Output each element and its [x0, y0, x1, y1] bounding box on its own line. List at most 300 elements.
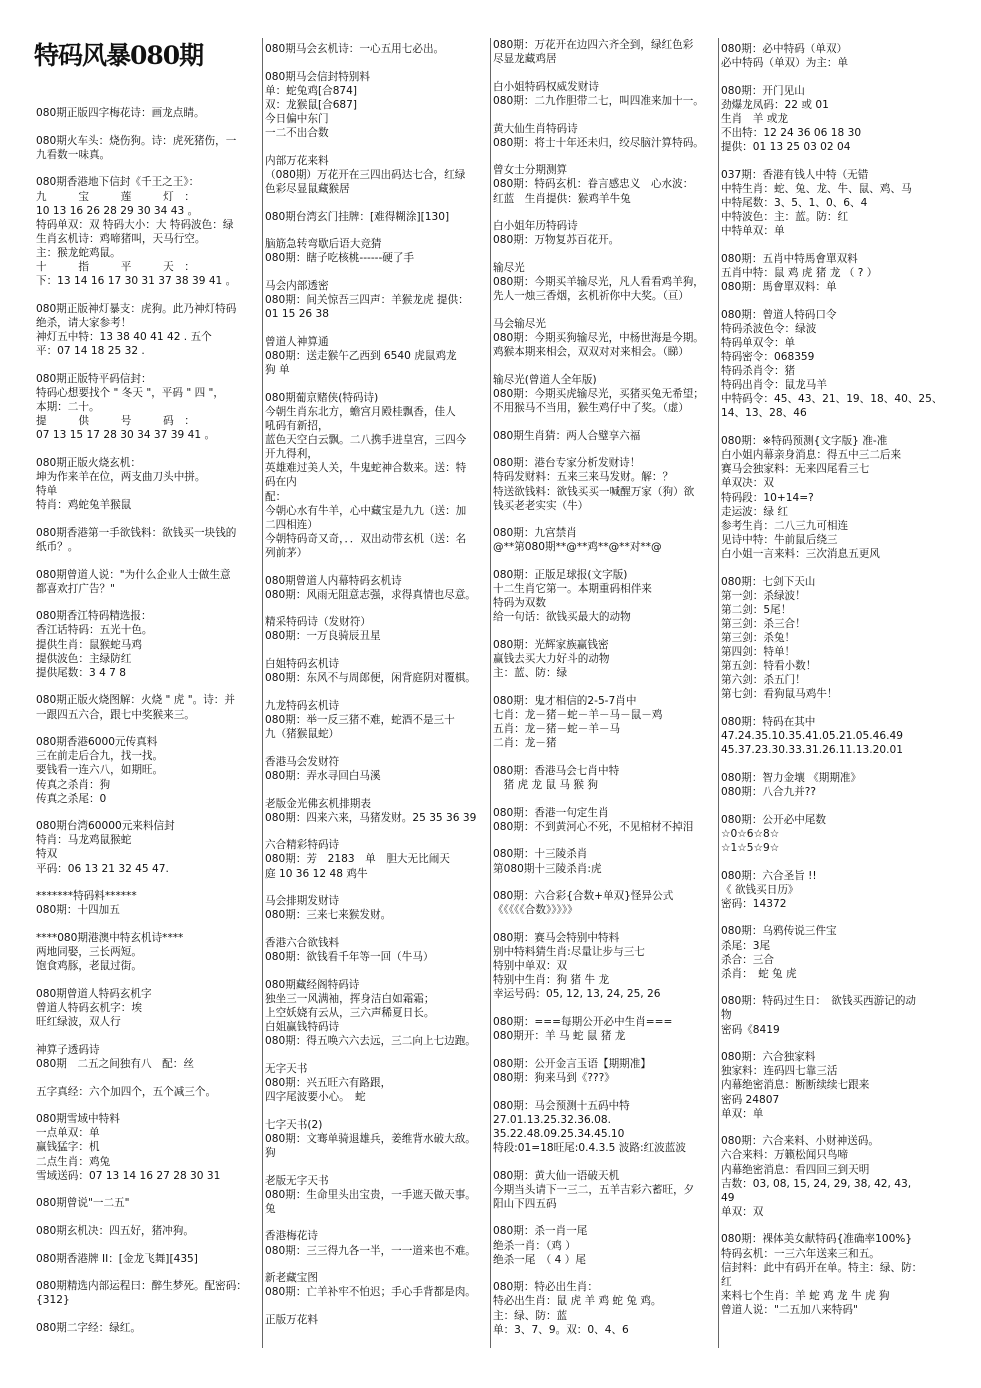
- text-line: 红: [721, 1275, 732, 1288]
- text-block: [721, 84, 943, 154]
- text-line: 080期：香港一句定生肖: [493, 806, 609, 819]
- text-block: [36, 1252, 258, 1266]
- text-block: [265, 699, 487, 741]
- text-line: 080期：东风不与周郎便，闲背庭阴对覆棋。: [265, 672, 476, 685]
- text-block: [493, 889, 715, 917]
- text-line: 特肖：鸡蛇兔羊猴鼠: [36, 499, 132, 512]
- text-block: [265, 894, 487, 922]
- text-line: 杀尾：3尾: [721, 939, 771, 952]
- text-line: 080期曾道人内幕特码玄机诗: [265, 574, 402, 587]
- text-line: 都喜欢打广告？": [36, 582, 116, 595]
- text-line: 080期：马会预测十五码中特: [493, 1099, 630, 1112]
- text-line: 080期：赛马会特别中特料: [493, 932, 620, 944]
- text-line: 曾女士分期测算: [493, 164, 568, 177]
- text-line: 080期曾道人说："为什么企业人士做生意: [36, 568, 231, 581]
- text-line: 白小姐年历特码诗: [493, 220, 578, 233]
- text-line: 10 13 16 26 28 29 30 34 43 。: [36, 204, 199, 217]
- column-3: [493, 0, 719, 1388]
- text-block: [493, 38, 715, 66]
- text-line: 三在前走后合九，找一找。: [36, 750, 164, 763]
- text-line: 080期：芳 2183 单 胆大无比闹天: [265, 853, 450, 866]
- text-block: [493, 261, 715, 303]
- text-line: 特码密令：068359: [721, 351, 815, 364]
- text-block: [265, 1062, 487, 1104]
- text-line: 雪域送码：07 13 14 16 27 28 30 31: [36, 1169, 221, 1182]
- text-line: 给一句话：欲钱买最大的动物: [493, 611, 631, 624]
- text-line: 独坐三一风满袖，挥身洁白如霜霜；: [265, 992, 435, 1005]
- text-block: [265, 1174, 487, 1216]
- text-line: 二点生肖：鸡兔: [36, 1155, 111, 1168]
- text-line: 下：13 14 16 17 30 31 37 38 39 41 。: [36, 275, 237, 288]
- text-line: 香港马会发财符: [265, 755, 340, 768]
- text-line: 特码杀肖令：猪: [721, 365, 796, 378]
- text-line: 一二不出合数: [265, 127, 329, 140]
- text-block: [36, 1112, 258, 1182]
- text-block: [265, 279, 487, 321]
- text-line: 主：猴龙蛇鸡鼠。: [36, 246, 121, 259]
- text-line: 27.01.13.25.32.36.08.: [493, 1113, 611, 1126]
- text-line: 080期：三来七来猴发财。: [265, 909, 392, 922]
- text-block: [36, 693, 258, 721]
- text-line: 今朝特码奇又奇，．．双出动带玄机（送：名: [265, 532, 467, 545]
- text-block: [36, 302, 258, 358]
- text-line: 生肖 羊 或龙: [721, 112, 788, 125]
- text-line: 080期：狗来马到《???》: [493, 1071, 615, 1084]
- text-line: 一点单双：单: [36, 1127, 100, 1140]
- text-block: [721, 813, 943, 855]
- text-line: 码在内: [265, 476, 297, 489]
- text-block: [265, 978, 487, 1048]
- text-line: 兔: [265, 1202, 276, 1215]
- text-line: 七肖：龙－猪－蛇－羊－马－鼠－鸡: [493, 709, 663, 721]
- text-line: 鸡猴本期来相会，双双对对来相会。（睇）: [493, 346, 689, 359]
- text-line: 劲爆龙凤码：22 或 01: [721, 98, 829, 111]
- text-line: 内幕绝密消息：看四回三到天明: [721, 1163, 870, 1176]
- text-block: [493, 1015, 715, 1043]
- text-line: 080期：八合九并??: [721, 785, 817, 798]
- text-line: 14、13、28、46: [721, 407, 807, 420]
- text-line: 传真之杀尾：0: [36, 792, 107, 805]
- text-block: [721, 168, 943, 238]
- text-block: [493, 317, 715, 359]
- text-block: [493, 1099, 715, 1155]
- text-block: [721, 771, 943, 799]
- text-block: [265, 154, 487, 196]
- text-line: 080期：万花开在边四六齐全到，绿红色彩: [493, 39, 694, 51]
- text-line: 中特尾数：3、5、1、0、6、4: [721, 197, 868, 210]
- text-block: [493, 1280, 715, 1336]
- text-line: {312}: [36, 1294, 70, 1307]
- text-line: 香港六合欲钱料: [265, 937, 340, 949]
- text-line: 饱食鸡豚，老鼠过街。: [36, 960, 142, 973]
- text-line: 080期：弄水寻回白马溪: [265, 769, 381, 782]
- text-line: 080期：兴五旺六有路跟，: [265, 1076, 392, 1089]
- text-line: 080期：十三陵杀肖: [493, 848, 588, 861]
- text-line: 旺红绿波，双人行: [36, 1016, 121, 1029]
- text-line: 080期台湾60000元来料信封: [36, 820, 175, 833]
- text-line: 080期 二五之间独有八 配：丝: [36, 1057, 194, 1070]
- text-block: [493, 163, 715, 205]
- text-line: 来料七个生肖：羊 蛇 鸡 龙 牛 虎 狗: [721, 1289, 890, 1302]
- text-line: 九 宝 莲 灯 ：: [36, 190, 195, 203]
- text-line: 二四相连）: [265, 518, 318, 531]
- text-line: 080期：正版足球报(文字版): [493, 569, 628, 582]
- text-line: 上空妖娆有云从，三六声稀夏日长。: [265, 1006, 435, 1019]
- text-line: 080期正版特平码信封：: [36, 372, 152, 385]
- text-line: 080期：鬼才相信的2-5-7肖中: [493, 694, 637, 707]
- text-line: 特码心想要找个 " 冬天 "，平码 " 四 "，: [36, 386, 225, 399]
- text-line: 五肖中特：鼠 鸡 虎 猪 龙 （ ? ）: [721, 267, 878, 279]
- text-block: [36, 526, 258, 554]
- text-line: 单双：单: [721, 1107, 764, 1120]
- text-line: 坤为作来羊在位，两支曲刀头中拼。: [36, 470, 206, 483]
- text-line: 第二剑：5尾！: [721, 603, 792, 616]
- text-line: 080期：※特码预测{文字版} 准-准: [721, 435, 888, 448]
- text-line: 今朝生肖东北方，蟾宫月殿桂飘香，佳人: [265, 405, 456, 418]
- text-block: [36, 889, 258, 917]
- text-line: 080期：必中特码（单双）: [721, 43, 848, 55]
- text-line: 两地同娶，三长两短。: [36, 946, 142, 959]
- text-line: 马会排期发财诗: [265, 895, 340, 908]
- text-line: 080期：裸体美女献特码{准确率100%}: [721, 1233, 913, 1246]
- text-line: 一跟四五六合，跟七中奖猴来三。: [36, 708, 195, 721]
- text-block: [721, 924, 943, 980]
- text-line: 080期：开门见山: [721, 84, 805, 97]
- text-block: [721, 1050, 943, 1120]
- text-line: 080期开：羊 马 蛇 鼠 猪 龙: [493, 1030, 626, 1043]
- text-line: 080期：特码过生日： 欲钱买西游记的动: [721, 995, 917, 1008]
- text-line: 01 15 26 38: [265, 308, 330, 321]
- text-line: 不出特：12 24 36 06 18 30: [721, 127, 862, 140]
- text-block: [265, 42, 487, 56]
- text-block: [493, 847, 715, 875]
- text-line: 狗 单: [265, 364, 290, 377]
- text-line: 吉数：03, 08, 15, 24, 29, 38, 42, 43,: [721, 1177, 912, 1190]
- text-block: [36, 175, 258, 288]
- text-block: [265, 657, 487, 685]
- text-block: [493, 219, 715, 247]
- text-line: 49: [721, 1191, 735, 1204]
- text-block: [493, 526, 715, 554]
- text-line: *******特码料******: [36, 890, 137, 903]
- text-line: 080期：亡羊补牢不怕迟；手心手背都是肉。: [265, 1286, 476, 1299]
- text-block: [265, 615, 487, 643]
- text-line: 九（猪猴鼠蛇）: [265, 728, 340, 741]
- text-block: [265, 574, 487, 602]
- text-line: 特码段：10+14=?: [721, 491, 814, 504]
- text-block: [721, 1232, 943, 1317]
- text-line: 080期正版神灯暴支：虎狗。此乃神灯特码: [36, 302, 237, 315]
- text-block: [265, 237, 487, 265]
- text-line: 幸运号码：05, 12, 13, 24, 25, 26: [493, 988, 661, 1001]
- text-line: 脑筋急转弯歇后语大竞猜: [265, 238, 382, 251]
- text-block: [265, 755, 487, 783]
- text-line: 特码单双令：单: [721, 336, 796, 349]
- text-line: 马会输尽光: [493, 317, 546, 330]
- text-line: 080期：黄大仙一语破天机: [493, 1169, 620, 1182]
- text-block: [493, 638, 715, 680]
- text-line: 第五剑：特看小数！: [721, 660, 817, 673]
- text-line: 080期：六合来料、小财神送码。: [721, 1135, 879, 1148]
- text-line: 二肖：龙－猪: [493, 737, 557, 750]
- text-line: 单双决：双: [721, 477, 774, 490]
- text-line: 080期：今期买狗输尽光，中杨世海是今期。: [493, 331, 704, 344]
- text-line: 独家料：连码四七靠三活: [721, 1065, 838, 1078]
- text-line: 单双：双: [721, 1205, 764, 1218]
- text-line: 080期：港台专家分析发财诗！: [493, 457, 641, 470]
- text-line: 第七剑：看狗鼠马鸡牛！: [721, 688, 838, 701]
- text-line: 中特波色：主：蓝。防：红: [721, 211, 849, 224]
- text-line: 密码 24807: [721, 1093, 780, 1106]
- text-line: 老版无字天书: [265, 1174, 329, 1187]
- text-block: [36, 1224, 258, 1238]
- text-line: 赢钱猛字：机: [36, 1141, 100, 1154]
- text-line: 特别中生肖：狗 猪 牛 龙: [493, 974, 610, 987]
- text-line: 080期台湾玄门挂牌：[难得糊涂][130]: [265, 210, 450, 223]
- text-block: [265, 335, 487, 377]
- text-block: [36, 987, 258, 1029]
- text-block: [265, 1313, 487, 1327]
- text-block: [721, 434, 943, 561]
- text-line: 080期：将士十年还未归，绞尽脑汁算特码。: [493, 136, 704, 149]
- text-line: 080期：公开金言玉语【期期准】: [493, 1057, 651, 1070]
- text-line: 第一剑：杀绿波！: [721, 589, 806, 602]
- text-line: ☆0☆6☆8☆: [721, 827, 780, 840]
- text-line: 特送欲钱料：欲钱买买一喊醒万家（狗）欲: [493, 485, 695, 498]
- text-line: @**第080期**@**鸡**@**对**@: [493, 541, 662, 554]
- text-line: 080期：五肖中特馬會單双料: [721, 252, 858, 265]
- text-line: 中特生肖：蛇、兔、龙、牛、鼠、鸡、马: [721, 182, 912, 195]
- text-line: 本期：二十。: [36, 400, 100, 413]
- text-line: 杀肖： 蛇 兔 虎: [721, 967, 797, 980]
- text-line: 参考生肖：二八三九可相连: [721, 519, 849, 532]
- text-line: 精采特码诗（发财符）: [265, 616, 371, 629]
- text-line: 第四剑：特单！: [721, 646, 796, 659]
- text-line: 080期：一万良骑辰丑星: [265, 630, 381, 643]
- text-line: 提供生肖：鼠猴蛇马鸡: [36, 638, 142, 651]
- text-line: 080期曾说"一二五": [36, 1197, 130, 1210]
- text-line: 080期：乌鸦传说三件宝: [721, 925, 837, 938]
- text-block: [36, 819, 258, 875]
- text-line: 080期：万物复苏百花开。: [493, 234, 620, 247]
- text-line: 080期：得五唤六六去远，三二向上七边跑。: [265, 1035, 476, 1048]
- text-block: [265, 1229, 487, 1257]
- text-line: 物: [721, 1009, 732, 1022]
- text-line: 080期曾道人特码玄机字: [36, 987, 152, 1000]
- text-line: 见诗中特：牛前鼠后绕三: [721, 533, 838, 546]
- text-line: 蓝色天空白云飘。二八携手进皇宫，三四今: [265, 434, 467, 447]
- text-line: 曾道人神算通: [265, 335, 329, 348]
- text-line: 九龙特码玄机诗: [265, 699, 340, 712]
- text-line: 要钱看一连六八，如期旺。: [36, 764, 164, 777]
- text-line: 今期当头请下一三二，五羊吉彩六蓄旺，夕: [493, 1183, 695, 1196]
- text-block: [721, 869, 943, 911]
- text-block: [493, 373, 715, 415]
- text-block: [721, 308, 943, 421]
- text-line: 特必出生肖：鼠 虎 羊 鸡 蛇 兔 鸡。: [493, 1295, 662, 1308]
- text-line: 密码《8419: [721, 1023, 780, 1036]
- text-line: 别中特料猜生肖:尽量让步与三七: [493, 946, 645, 959]
- text-line: 080期正版四字梅花诗：画龙点睛。: [36, 107, 205, 119]
- text-line: 无字天书: [265, 1062, 308, 1075]
- text-block: [493, 1224, 715, 1266]
- text-block: [493, 80, 715, 108]
- text-line: 080期：特必出生肖：: [493, 1281, 598, 1294]
- text-line: 输尽光: [493, 262, 525, 274]
- text-block: [721, 575, 943, 702]
- text-line: 07 13 15 17 28 30 34 37 39 41 。: [36, 429, 216, 442]
- text-line: 提供波色：主绿防红: [36, 652, 132, 665]
- text-line: 35.22.48.09.25.34.45.10: [493, 1127, 625, 1140]
- text-line: 白姐特码玄机诗: [265, 658, 340, 671]
- text-line: 赛马会独家料：无来四尾看三七: [721, 463, 870, 476]
- text-line: 赢钱去买大力好斗的动物: [493, 653, 610, 666]
- text-line: 080期正版火烧玄机：: [36, 456, 141, 469]
- text-line: 特肖：马龙鸡鼠猴蛇: [36, 834, 132, 847]
- text-line: 080期：特码玄机：眷言感忠义 心水波：: [493, 178, 694, 191]
- text-line: 香港梅花诗: [265, 1230, 318, 1243]
- text-line: 080期：智力金壤 《期期准》: [721, 771, 862, 784]
- text-line: 必中特码（单双）为主：单: [721, 57, 849, 70]
- text-line: 双：龙猴鼠[合687]: [265, 98, 358, 111]
- text-line: 特别中单双：双: [493, 960, 568, 973]
- text-line: 狗: [265, 1146, 276, 1159]
- text-line: 47.24.35.10.35.41.05.21.05.46.49: [721, 730, 903, 743]
- text-line: 《《《《《合数》》》》》: [493, 904, 578, 917]
- text-line: 第三剑：杀三合！: [721, 617, 806, 630]
- text-line: 中特单双：单: [721, 225, 785, 238]
- text-line: 主：蓝、防：绿: [493, 667, 568, 680]
- text-block: [36, 1279, 258, 1307]
- text-line: 猪 虎 龙 鼠 马 猴 狗: [493, 778, 598, 791]
- text-block: [36, 1085, 258, 1099]
- text-block: [36, 106, 258, 120]
- text-line: 列前茅）: [265, 546, 308, 559]
- text-line: 内部万花来料: [265, 154, 329, 167]
- page-title: 特码风暴080期: [34, 41, 204, 70]
- text-block: [493, 456, 715, 512]
- text-line: 080期：馬會單双料：单: [721, 281, 837, 294]
- text-line: 输尽光(曾道人全年版): [493, 373, 597, 386]
- text-line: 绝杀，请大家参考！: [36, 316, 132, 329]
- text-line: 080期：九宫禁肖: [493, 527, 577, 540]
- text-line: 提供尾数：3 4 7 8: [36, 666, 127, 679]
- text-line: 七字天书(2): [265, 1118, 323, 1131]
- text-block: [265, 391, 487, 560]
- text-line: 080期马会信封特别料: [265, 70, 370, 83]
- text-block: [36, 931, 258, 973]
- text-line: 080期：间关惊吾三四声：羊猴龙虎 提供：: [265, 294, 469, 307]
- text-line: 六合精彩特码诗: [265, 839, 340, 852]
- text-block: [721, 42, 943, 70]
- text-line: 080期：瞎子吃核桃------硬了手: [265, 252, 415, 265]
- text-line: 钱买老老实实（牛）: [493, 499, 589, 512]
- text-line: 正版万花料: [265, 1314, 318, 1327]
- text-line: 尽显龙藏鸡居: [493, 53, 557, 66]
- text-block: [265, 936, 487, 964]
- text-block: [493, 122, 715, 150]
- text-line: 080期：风雨无阻意志强，求得真情也尽意。: [265, 588, 476, 601]
- text-line: 红蓝 生肖提供：猴鸡羊牛兔: [493, 192, 631, 205]
- text-line: 080期：二九作胆带二七，叫四准来加十一。: [493, 94, 704, 107]
- text-line: 神灯五中特：13 38 40 41 42 . 五个: [36, 331, 212, 343]
- text-line: 单：蛇兔鸡[合874]: [265, 84, 358, 97]
- text-line: 内幕绝密消息：断断续续七跟来: [721, 1079, 870, 1092]
- text-block: [265, 210, 487, 224]
- text-line: 080期玄机决：四五好，猪冲狗。: [36, 1225, 194, 1237]
- text-line: 生肖玄机诗：鸡啼猪叫，天马行空。: [36, 232, 206, 245]
- text-line: 五字真经：六个加四个，五个减三个。: [36, 1085, 217, 1098]
- text-line: 特码单双：双 特码大小：大 特码波色：绿: [36, 218, 234, 231]
- text-block: [493, 806, 715, 834]
- text-line: 080期二字经：绿红。: [36, 1322, 141, 1335]
- text-line: 080期香港牌 II：[金龙飞舞][435]: [36, 1252, 198, 1265]
- text-block: [36, 568, 258, 596]
- text-line: 080期：今期买虎输尽光，买猪买兔无希望；: [493, 387, 704, 400]
- text-line: 配：: [265, 490, 287, 503]
- text-line: 庭 10 36 12 48 鸡牛: [265, 867, 368, 880]
- text-line: 080期：曾道人特码口令: [721, 308, 837, 321]
- text-line: 45.37.23.30.33.31.26.11.13.20.01: [721, 744, 903, 757]
- text-line: 特单: [36, 485, 58, 498]
- text-line: 十 指 平 天 ：: [36, 261, 195, 274]
- text-block: [36, 372, 258, 442]
- text-line: 080期：十四加五: [36, 904, 120, 917]
- text-line: 绝杀一尾 （ 4 ）尾: [493, 1253, 586, 1266]
- text-line: 080期精选内部运程曰：醉生梦死。配密码：: [36, 1280, 247, 1293]
- column-1: [36, 0, 262, 1388]
- text-line: 080期：杀一肖一尾: [493, 1225, 588, 1238]
- text-line: 新老藏宝图: [265, 1272, 318, 1285]
- column-4: [721, 0, 947, 1388]
- text-line: 纸币？。: [36, 540, 79, 553]
- text-line: 080期：七剑下天山: [721, 575, 816, 588]
- text-line: 特段:01=18旺尾:0.4.3.5 波路:红波蓝波: [493, 1141, 686, 1154]
- text-line: 白姐赢钱特码诗: [265, 1021, 340, 1034]
- text-line: 080期香港6000元传真料: [36, 736, 158, 749]
- text-block: [265, 1271, 487, 1299]
- text-line: 平码：06 13 21 32 45 47.: [36, 862, 169, 875]
- text-line: 英雄难过美人关，牛鬼蛇神合数来。送：特: [265, 462, 467, 475]
- text-line: 080期葡京赌侠(特码诗): [265, 391, 379, 404]
- text-line: 080期：欲钱看千年等一回（牛马）: [265, 951, 434, 964]
- text-block: [493, 1169, 715, 1211]
- text-line: 曾道人特码玄机字：埃: [36, 1002, 142, 1014]
- text-line: 香江话特码：五光十色。: [36, 624, 153, 637]
- text-line: 080期：四来六来，马猪发财。25 35 36 39: [265, 811, 477, 824]
- text-block: [36, 609, 258, 679]
- text-line: 080期：六合独家料: [721, 1051, 816, 1064]
- text-line: 九看数一味真。: [36, 148, 111, 161]
- text-line: ****080期港澳中特玄机诗****: [36, 932, 184, 945]
- text-line: 080期香港第一手欲钱料：欲钱买一块钱的: [36, 526, 237, 539]
- text-line: 今朝心水有牛羊，心中藏宝是九九（送：加: [265, 504, 467, 517]
- text-line: 开九得利，: [265, 448, 318, 461]
- text-line: 特码杀波色令：绿波: [721, 322, 817, 335]
- text-line: 神算子透码诗: [36, 1043, 100, 1056]
- text-block: [265, 70, 487, 140]
- column-2: [265, 0, 491, 1388]
- text-block: [36, 1321, 258, 1335]
- text-line: 走运波：绿 红: [721, 505, 788, 518]
- text-block: [721, 252, 943, 294]
- text-line: 080期：文骞单骑退雄兵，姜维背水破大敌。: [265, 1132, 476, 1145]
- text-line: 先人一烛三香烟，玄机祈你中大奖。（亘）: [493, 290, 689, 303]
- text-line: 080期：三三得九各一半，一一道来也不难。: [265, 1244, 476, 1257]
- text-block: [721, 715, 943, 757]
- text-line: 080期正版火烧图解：火烧 " 虎 "。诗：并: [36, 694, 235, 707]
- text-line: 080期：香港马会七肖中特: [493, 764, 620, 777]
